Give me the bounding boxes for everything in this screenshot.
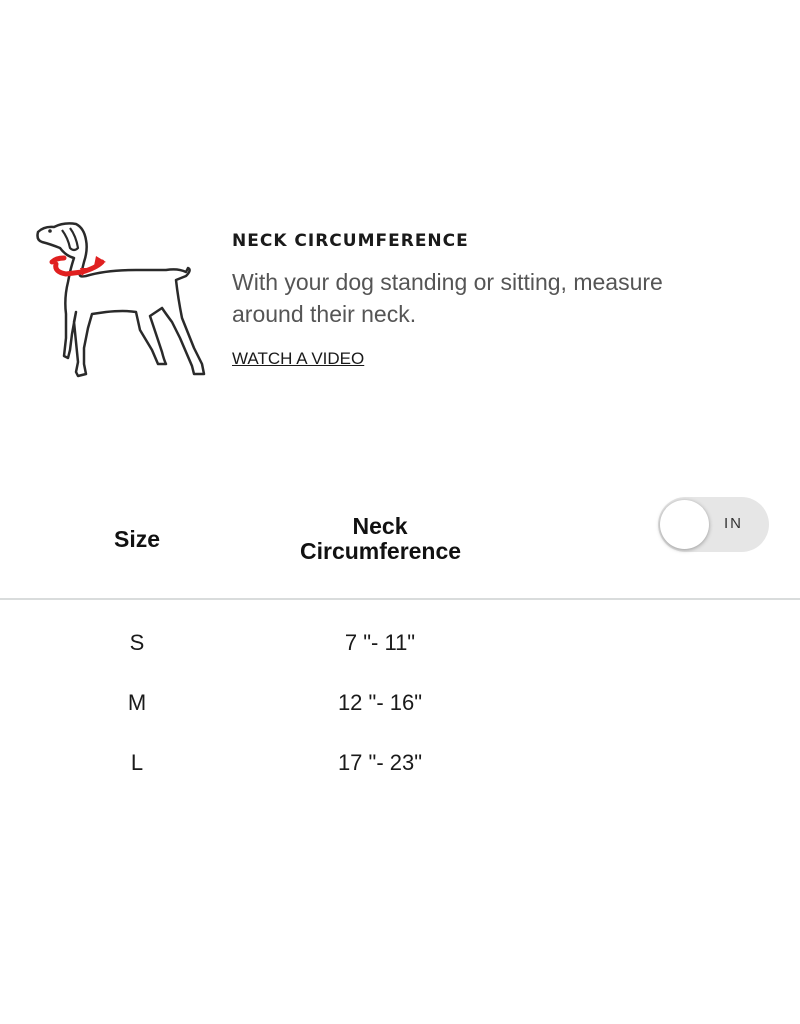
size-cell: M: [127, 690, 147, 715]
neck-column-header: Neck Circumference: [300, 513, 462, 564]
toggle-knob[interactable]: [660, 500, 709, 549]
size-column-header: Size: [113, 526, 161, 552]
measurement-title: NECK CIRCUMFERENCE: [232, 231, 469, 251]
table-row: [0, 734, 800, 794]
table-row: [0, 614, 800, 674]
size-cell: L: [130, 750, 144, 775]
dog-neck-measure-icon: [36, 218, 208, 380]
toggle-unit-label: IN: [724, 515, 743, 532]
table-divider: [0, 598, 800, 600]
size-table-body: [0, 614, 800, 794]
measurement-description: With your dog standing or sitting, measure around their neck.: [232, 269, 663, 327]
watch-video-link[interactable]: WATCH A VIDEO: [232, 349, 365, 368]
neck-cell: 17 "- 23": [337, 750, 423, 775]
size-cell: S: [129, 630, 145, 655]
neck-cell: 12 "- 16": [337, 690, 423, 715]
measurement-guide: [0, 0, 800, 440]
unit-toggle[interactable]: [658, 497, 769, 552]
table-row: [0, 674, 800, 734]
neck-cell: 7 "- 11": [344, 630, 416, 655]
size-table-header: [0, 490, 800, 598]
